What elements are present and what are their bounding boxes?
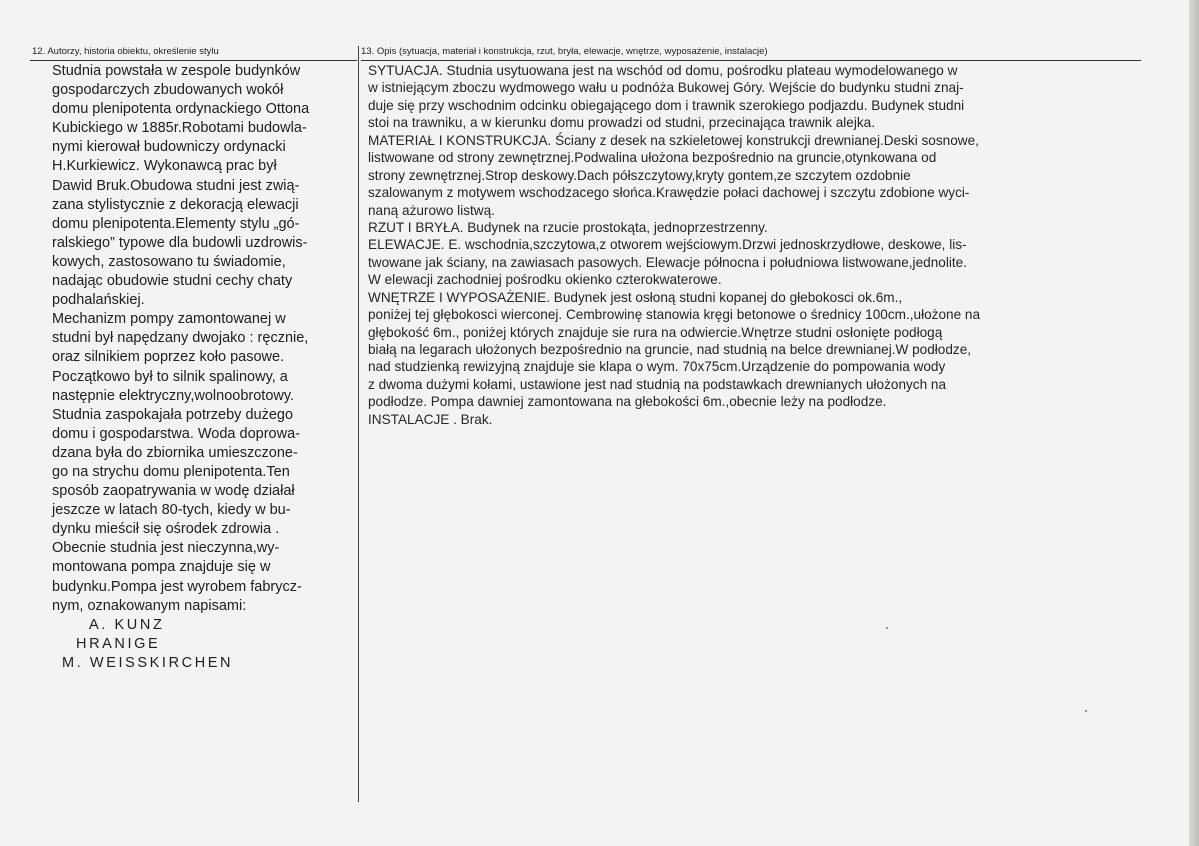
section-13-header: 13. Opis (sytuacja, materiał i konstrukcja, rzut, bryła, elewacje, wnętrze, wyposażenie, instalacje) <box>361 46 768 57</box>
section-13-line: ELEWACJE. E. wschodnia,szczytowa,z otworem wejściowym.Drzwi jednoskrzydłowe, deskowe, lis- <box>368 237 967 253</box>
section-12-line: Mechanizm pompy zamontowanej w <box>52 311 286 328</box>
pump-inscription-line: A. KUNZ <box>89 616 165 633</box>
section-12-line: nym, oznakowanym napisami: <box>52 597 247 614</box>
section-13-line: listwowane od strony zewnętrznej.Podwalina ułożona bezpośrednio na gruncie,otynkowana od <box>368 150 937 166</box>
scan-speck <box>1085 710 1087 712</box>
section-12-line: zana stylistycznie z dekoracją elewacji <box>52 196 299 213</box>
section-12-line: Studnia powstała w zespole budynków <box>52 63 301 79</box>
section-12-header: 12. Autorzy, historia obiektu, określenie stylu <box>32 46 219 57</box>
section-12-line: podhalańskiej. <box>52 292 145 309</box>
section-13-line: w istniejącym zboczu wydmowego wału u podnóża Bukowej Góry. Wejście do budynku studni znaj- <box>368 80 964 96</box>
section-12-line: oraz silnikiem poprzez koło pasowe. <box>52 349 285 366</box>
section-12-line: ralskiego” typowe dla budowli uzdrowis- <box>52 234 308 251</box>
section-12-line: Kubickiego w 1885r.Robotami budowla- <box>52 120 307 137</box>
page-edge-shadow <box>1189 0 1199 846</box>
section-12-line: nadając obudowie studni cechy chaty <box>52 273 293 290</box>
section-13-line: INSTALACJE . Brak. <box>368 411 493 427</box>
section-12-text <box>52 62 352 673</box>
section-13-line: z dwoma dużymi kołami, ustawione jest nad studnią na podstawkach drewnianych ułożonych na <box>368 376 947 392</box>
section-13-line: SYTUACJA. Studnia usytuowana jest na wschód od domu, pośrodku plateau wymodelowanego w <box>368 63 958 78</box>
section-12-line: kowych, zastosowano tu świadomie, <box>52 253 286 270</box>
section-13-line: poniżej tej głębokosci wierconej. Cembrowinę stanowia kręgi betonowe o średnicy 100cm.,ułożone na <box>368 307 981 323</box>
section-13-line: WNĘTRZE I WYPOSAŻENIE. Budynek jest osłoną studni kopanej do głebokosci ok.6m., <box>368 289 903 305</box>
section-13-line: nad studzienką rewizyjną znajduje sie klapa o wym. 70x75cm.Urządzenie do pompowania wody <box>368 359 946 375</box>
section-12-line: dynku mieścił się ośrodek zdrowia . <box>52 521 280 538</box>
section-12-line: następnie elektryczny,wolnoobrotowy. <box>52 387 295 404</box>
column-divider <box>358 46 359 802</box>
section-12-line: sposób zaopatrywania w wodę działał <box>52 483 295 500</box>
section-12-line: budynku.Pompa jest wyrobem fabrycz- <box>52 578 302 595</box>
section-12-line: Obecnie studnia jest nieczynna,wy- <box>52 540 280 557</box>
section-13-line: naną ażurowo listwą. <box>368 202 495 218</box>
section-12-header-rule <box>30 60 357 61</box>
pump-inscription-line: HRANIGE <box>76 635 161 652</box>
section-12-line: dzana była do zbiornika umieszczone- <box>52 444 298 461</box>
section-12-line: nymi kierował budowniczy ordynacki <box>52 139 286 156</box>
section-12-line: Dawid Bruk.Obudowa studni jest zwią- <box>52 177 300 194</box>
section-13-line: twowane jak ściany, na zawiasach pasowych. Elewacje północna i południowa listwowane,jednolite. <box>368 254 967 270</box>
pump-inscription-line: M. WEISSKIRCHEN <box>62 654 234 671</box>
section-13-line: strony zewnętrznej.Strop deskowy.Dach półszczytowy,kryty gontem,ze szczytem ozdobnie <box>368 167 911 183</box>
section-13-line: W elewacji zachodniej pośrodku okienko czterokwaterowe. <box>368 272 722 288</box>
section-12-line: go na strychu domu plenipotenta.Ten <box>52 463 290 480</box>
section-12-line: Studnia zaspokajała potrzeby dużego <box>52 406 294 423</box>
section-12-line: Początkowo był to silnik spalinowy, a <box>52 368 288 385</box>
section-13-header-rule <box>361 60 1141 61</box>
section-12-line: domu plenipotenta ordynackiego Ottona <box>52 101 310 118</box>
section-12-line: gospodarczych zbudowanych wokół <box>52 82 284 99</box>
section-13-line: szalowanym z motywem wschodzacego słońca.Krawędzie połaci dachowej i szczytu zdobione wyci- <box>368 185 970 201</box>
section-13-line: stoi na trawniku, a w kierunku domu prowadzi od studni, przecinająca trawnik alejka. <box>368 115 875 131</box>
section-12-line: montowana pompa znajduje się w <box>52 559 271 576</box>
section-12-line: domu i gospodarstwa. Woda doprowa- <box>52 425 300 442</box>
section-13-text <box>368 62 1128 428</box>
section-12-line: domu plenipotenta.Elementy stylu „gó- <box>52 215 300 232</box>
section-13-line: MATERIAŁ I KONSTRUKCJA. Ściany z desek na szkieletowej konstrukcji drewnianej.Deski sosnowe, <box>368 132 979 148</box>
scan-speck <box>886 627 888 629</box>
section-12-line: H.Kurkiewicz. Wykonawcą prac był <box>52 158 277 175</box>
section-12-line: studni był napędzany dwojako : ręcznie, <box>52 330 309 347</box>
section-12-line: jeszcze w latach 80-tych, kiedy w bu- <box>52 502 291 519</box>
section-13-line: RZUT I BRYŁA. Budynek na rzucie prostokąta, jednoprzestrzenny. <box>368 219 768 235</box>
section-13-line: podłodze. Pompa dawniej zamontowana na głebokości 6m.,obecnie leży na podłodze. <box>368 394 887 410</box>
section-13-line: białą na legarach ułożonych bezpośrednio na gruncie, nad studnią na belce drewnianej.W podłodze, <box>368 342 972 357</box>
section-13-line: głębokość 6m., poniżej których znajduje sie rura na odwiercie.Wnętrze studni osłonięte podłogą <box>368 324 943 340</box>
section-13-line: duje się przy wschodnim odcinku obiegającego dom i trawnik szerokiego podjazdu. Budynek studni <box>368 97 965 113</box>
